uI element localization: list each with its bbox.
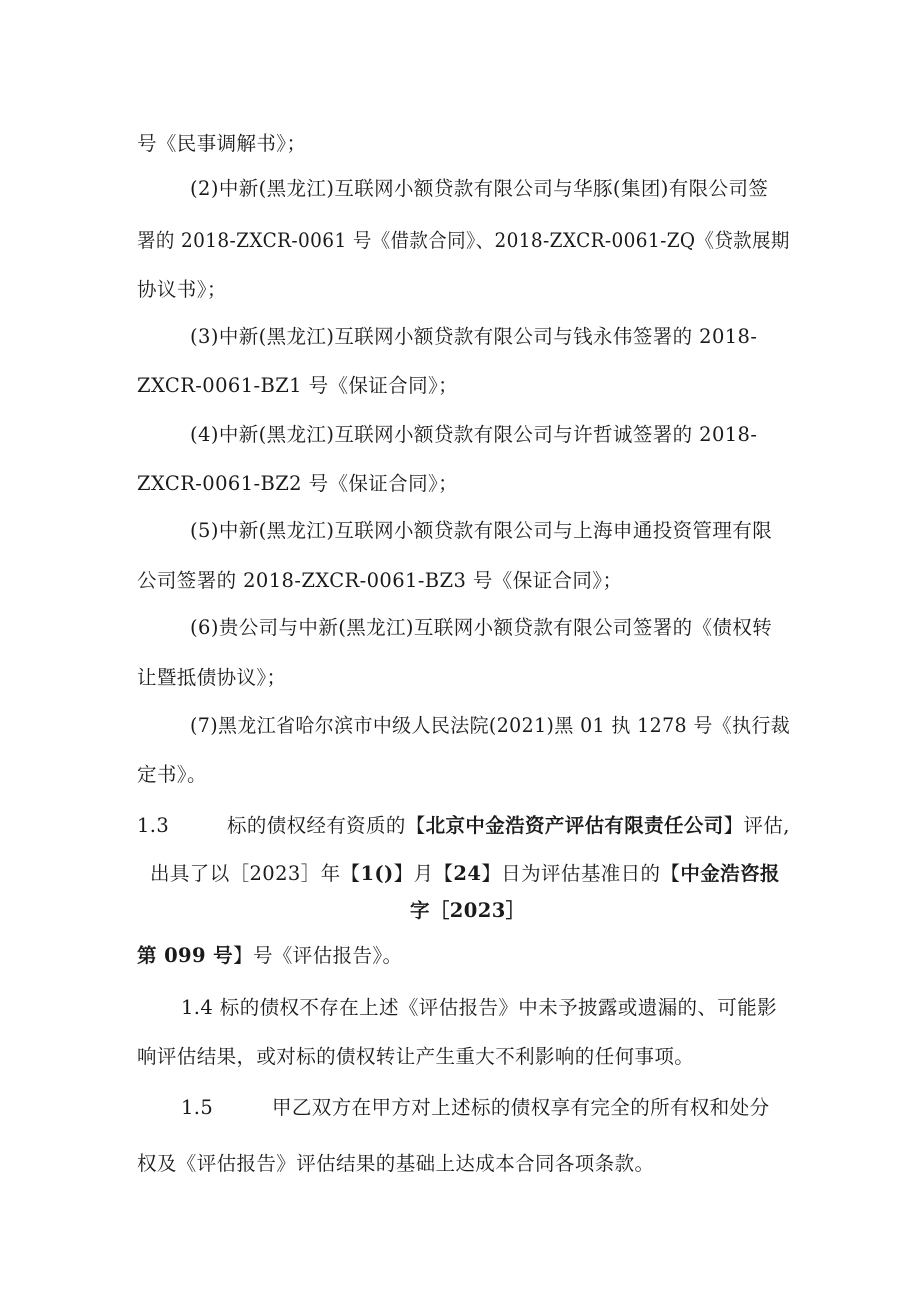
appraiser-name: 北京中金浩资产评估有限责任公司 xyxy=(425,814,724,837)
list-item-3-line-1: (3)中新(黑龙江)互联网小额贷款有限公司与钱永伟签署的 2018- xyxy=(190,325,758,348)
text-span: 】评估, xyxy=(723,814,790,837)
section-1-4-line-2: 响评估结果，或对标的债权转让产生重大不利影响的任何事项。 xyxy=(137,1045,695,1068)
text-span: 】月【 xyxy=(393,862,454,885)
list-item-5-line-1: (5)中新(黑龙江)互联网小额贷款有限公司与上海申通投资管理有限 xyxy=(190,519,773,542)
list-item-2-line-2: 署的 2018-ZXCR-0061 号《借款合同》、2018-ZXCR-0061-ZQ《贷款展期 xyxy=(137,229,790,252)
list-item-7-line-1: (7)黑龙江省哈尔滨市中级人民法院(2021)黑 01 执 1278 号《执行裁 xyxy=(190,714,791,737)
list-item-5-line-2: 公司签署的 2018-ZXCR-0061-BZ3 号《保证合同》； xyxy=(137,569,623,592)
day-value: 24 xyxy=(453,862,482,885)
list-item-6-line-2: 让暨抵债协议》； xyxy=(137,666,287,689)
list-item-2-line-1: (2)中新(黑龙江)互联网小额贷款有限公司与华豚(集团)有限公司签 xyxy=(190,177,769,200)
text-span: 标的债权经有资质的【 xyxy=(227,814,426,837)
text-line: 号《民事调解书》； xyxy=(137,132,307,155)
section-1-3-line-1 xyxy=(227,812,790,840)
text-span: 】号《评估报告》。 xyxy=(233,944,403,967)
section-1-4-line-1: 1.4 标的债权不存在上述《评估报告》中未予披露或遗漏的、可能影 xyxy=(181,996,778,1019)
report-number-prefix: 中金浩咨报 xyxy=(680,862,780,885)
list-item-7-line-2: 定书》。 xyxy=(137,763,207,786)
report-number: 第 099 号 xyxy=(137,944,234,967)
section-number-1-5: 1.5 xyxy=(181,1096,214,1119)
section-1-5-line-1: 甲乙双方在甲方对上述标的债权享有完全的所有权和处分 xyxy=(272,1096,770,1119)
text-span: 出具了以［2023］年【 xyxy=(150,862,361,885)
section-1-3-line-4 xyxy=(137,942,402,970)
list-item-3-line-2: ZXCR-0061-BZ1 号《保证合同》； xyxy=(137,374,459,397)
section-1-3-line-3 xyxy=(410,897,526,925)
section-1-3-line-2 xyxy=(150,860,780,888)
text-span: 】日为评估基准日的【 xyxy=(481,862,681,885)
section-number-1-3: 1.3 xyxy=(137,814,170,837)
month-value: 1() xyxy=(360,862,394,885)
list-item-2-line-3: 协议书》； xyxy=(137,278,227,301)
list-item-4-line-1: (4)中新(黑龙江)互联网小额贷款有限公司与许哲诚签署的 2018- xyxy=(190,423,758,446)
list-item-4-line-2: ZXCR-0061-BZ2 号《保证合同》； xyxy=(137,472,459,495)
list-item-6-line-1: (6)贵公司与中新(黑龙江)互联网小额贷款有限公司签署的《债权转 xyxy=(190,616,773,639)
section-1-5-line-2: 权及《评估报告》评估结果的基础上达成本合同各项条款。 xyxy=(137,1152,655,1175)
report-number-year: 字［2023］ xyxy=(410,899,526,922)
